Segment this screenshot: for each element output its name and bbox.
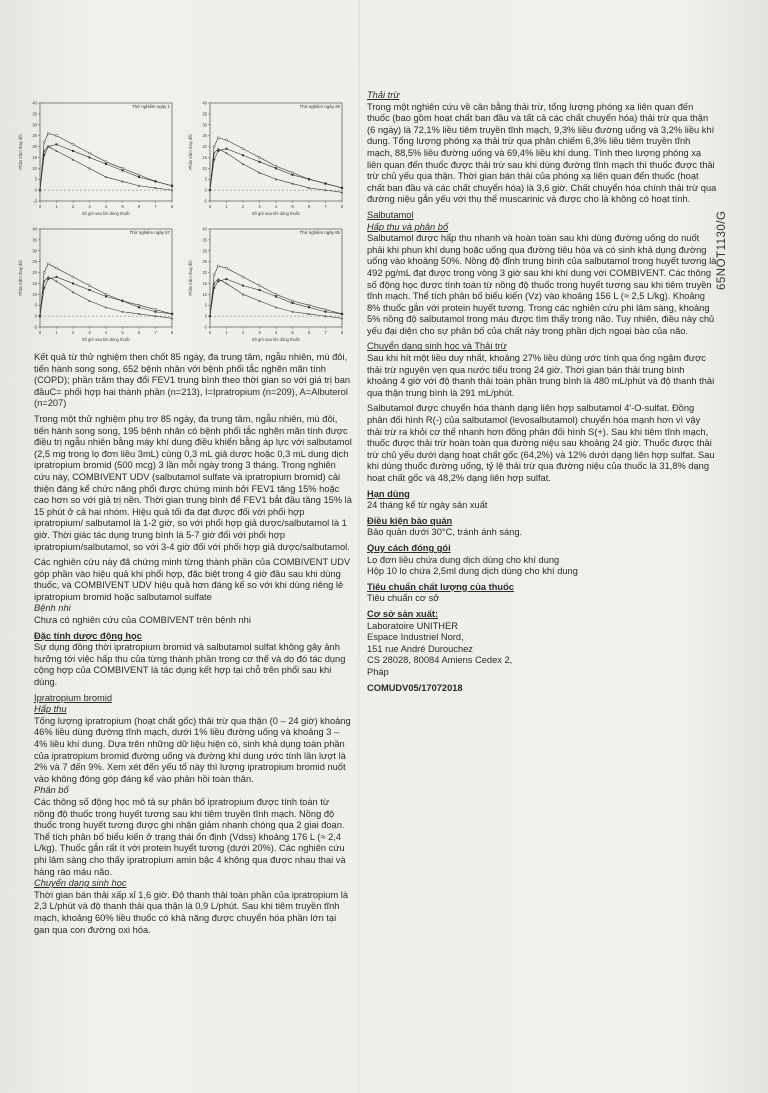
data-point xyxy=(308,306,310,308)
y-tick-label: 20 xyxy=(32,270,37,276)
x-tick-label: 1 xyxy=(225,330,228,335)
data-point xyxy=(138,304,140,306)
data-point xyxy=(242,163,244,165)
y-axis-label: Phần trăm thay đổi xyxy=(18,260,23,296)
data-point xyxy=(72,282,74,284)
data-point xyxy=(72,291,74,293)
side-document-code: 65NOT1130/G xyxy=(716,210,728,290)
data-point xyxy=(43,141,45,143)
x-tick-label: 7 xyxy=(324,330,327,335)
data-point xyxy=(121,167,123,169)
quality-standard-value: Tiêu chuẩn cơ sở xyxy=(367,593,440,604)
data-point xyxy=(226,278,228,280)
y-tick-label: -5 xyxy=(203,198,207,204)
heading-quality-standard: Tiêu chuẩn chất lượng của thuốc xyxy=(367,581,514,592)
y-axis-label: Phần trăm thay đổi xyxy=(188,134,193,170)
data-point xyxy=(55,135,57,137)
storage-value: Bảo quản dưới 30°C, tránh ánh sáng. xyxy=(367,527,523,538)
y-tick-label: 15 xyxy=(202,154,207,160)
y-tick-label: 15 xyxy=(202,280,207,286)
x-tick-label: 4 xyxy=(104,330,108,335)
x-tick-label: 3 xyxy=(88,330,91,335)
x-tick-label: 1 xyxy=(55,330,58,335)
fev1-charts xyxy=(8,97,352,347)
salbu-elimination-text: Sau khi hít một liều duy nhất, khoảng 27% liều dùng ước tính qua ống ngậm được thải trừ nguyên vẹn qua nước tiểu trong 24 giờ. Thời gian bán thải trung bình khoảng 4 giờ với độ thanh thải toàn phần trung bình là 480 mL/phút và độ thanh thải qua thận trung bình là 291 mL/phút. xyxy=(367,353,715,398)
heading-manufacturer: Cơ sở sản xuất: xyxy=(367,608,439,619)
y-tick-label: 25 xyxy=(202,133,207,139)
heading-elimination: Thải trừ xyxy=(367,90,400,100)
data-point xyxy=(275,293,277,295)
x-tick-label: 1 xyxy=(225,204,228,209)
data-point xyxy=(171,313,173,315)
heading-storage: Điều kiện bảo quản xyxy=(367,515,453,526)
y-tick-label: -5 xyxy=(33,324,37,330)
data-point xyxy=(105,293,107,295)
packaging-value-2: Hộp 10 lọ chứa 2,5ml dung dịch dùng cho khí dung xyxy=(367,566,578,577)
data-point xyxy=(155,311,157,313)
heading-ipratropium: Ipratropium bromid xyxy=(34,692,113,703)
x-axis-label: Số giờ sau khi dùng thuốc xyxy=(251,211,301,216)
chart-day-29 xyxy=(182,97,348,221)
y-tick-label: 30 xyxy=(32,122,37,128)
packaging-value-1: Lọ đơn liều chứa dung dịch dùng cho khí dung xyxy=(367,554,560,565)
data-point xyxy=(308,178,310,180)
heading-biotransformation: Chuyển dạng sinh học xyxy=(34,878,127,889)
ipra-absorption-text: Tổng lượng ipratropium (hoạt chất gốc) thải trừ qua thận (0 – 24 giờ) khoảng 46% liều dùng đường tĩnh mạch, dưới 1% liều đường uống và khoảng 3 – 4% liều khí dung. Dựa trên những dữ liệu hiện có, sinh khả dụng toàn phần của ipratropium bromid đường uống và đường khí dung ước tính lần lượt là 2% và 7 đến 9%. Xem xét đến yếu tố này thì lượng ipratropium bromid nuốt vào không đóng góp đáng kể vào phản hồi toàn thân. xyxy=(34,715,351,784)
salbu-metabolism-text: Salbutamol được chuyển hóa thành dạng liên hợp salbutamol 4'-O-sulfat. Đồng phân đối hình R(-) của salbutamol (levosalbutamol) chuyển hóa mạnh hơn vì vậy thải trừ ra khỏi cơ thể nhanh hơn đồng phân đối hình S(+). Sau khi tiêm tĩnh mạch, thuốc được thải trừ hoàn toàn qua đường niệu sau khoảng 24 giờ. Thuốc được thải trừ chủ yếu dưới dạng hoạt chất gốc (64,2%) và 12% dưới dạng liên hợp sulfat. Sau khi dùng thuốc đường uống, tỷ lệ thải trừ qua đường niệu của thuốc là 31,8% dạng hoạt chất gốc và 48,2% dạng liên hợp sulfat. xyxy=(367,403,715,483)
manufacturer-line-4: CS 28028, 80084 Amiens Cedex 2, xyxy=(367,655,513,666)
x-tick-label: 7 xyxy=(154,204,157,209)
data-point xyxy=(155,180,157,182)
data-point xyxy=(258,285,260,287)
data-point xyxy=(217,150,219,152)
data-point xyxy=(47,276,49,278)
heading-salbutamol: Salbutamol xyxy=(367,209,414,220)
manufacturer-line-2: Espace Industriel Nord, xyxy=(367,632,464,643)
x-tick-label: 6 xyxy=(137,204,141,209)
x-tick-label: 6 xyxy=(307,204,311,209)
y-tick-label: -5 xyxy=(203,324,207,330)
data-point xyxy=(122,300,124,302)
x-tick-label: 4 xyxy=(104,204,108,209)
x-tick-label: 5 xyxy=(291,204,294,209)
y-tick-label: 20 xyxy=(32,144,37,150)
data-point xyxy=(217,265,219,267)
x-tick-label: 2 xyxy=(71,204,75,209)
y-axis-label: Phần trăm thay đổi xyxy=(188,260,193,296)
data-point xyxy=(225,267,227,269)
data-point xyxy=(242,285,244,287)
x-tick-label: 4 xyxy=(274,330,278,335)
x-tick-label: 3 xyxy=(258,330,261,335)
data-point xyxy=(324,308,326,310)
data-point xyxy=(275,165,277,167)
x-tick-label: 0 xyxy=(38,330,42,335)
y-tick-label: 25 xyxy=(32,259,37,265)
data-point xyxy=(292,302,294,304)
data-point xyxy=(225,139,227,141)
x-tick-label: 7 xyxy=(154,330,157,335)
x-tick-label: 5 xyxy=(121,204,124,209)
chart-title: Thử nghiệm ngày 57 xyxy=(129,230,170,235)
data-point xyxy=(275,167,277,169)
manufacturer-line-1: Laboratoire UNITHER xyxy=(367,620,458,631)
chart-day-57 xyxy=(12,223,178,347)
x-tick-label: 8 xyxy=(340,204,344,209)
y-tick-label: -5 xyxy=(33,198,37,204)
shelf-life-value: 24 tháng kể từ ngày sản xuất xyxy=(367,500,488,511)
x-axis-label: Số giờ sau khi dùng thuốc xyxy=(251,337,301,342)
y-tick-label: 40 xyxy=(32,226,37,232)
y-tick-label: 35 xyxy=(202,237,207,243)
data-point xyxy=(138,306,140,308)
data-point xyxy=(242,293,244,295)
data-point xyxy=(72,276,74,278)
y-tick-label: 10 xyxy=(32,291,37,297)
study-result-text: Kết quả từ thử nghiệm then chốt 85 ngày, đa trung tâm, ngẫu nhiên, mù đôi, tiến hành song song, 652 bệnh nhân với bệnh phổi tắc nghẽn mãn tính (COPD); phần trăm thay đổi FEV1 trung bình theo thời gian so với giá trị ban đầuC= phối hợp hai thành phần (n=213), I=Ipratropium (n=209), A=Albuterol (n=207) xyxy=(34,352,351,409)
salbu-absorption-text: Salbutamol được hấp thu nhanh và hoàn toàn sau khi dùng đường uống do nuốt phải khi phun khí dung hoặc uống qua đường tiêu hóa và có sinh khả dụng đường uống vào khoảng 50%. Nồng độ đỉnh trung bình của salbutamol trong huyết tương là 492 pg/mL đạt được trong vòng 3 giờ sau khi khí dung với COMBIVENT. Các thông số động học được tính toán từ nồng độ thuốc trong huyết tương sau khi tiêm truyền tĩnh mạch. Thể tích phân bố biểu kiến (Vz) vào khoảng 156 L (≈ 2,5 L/kg). Khoảng 8% thuốc gắn với protein huyết tương. Trong các nghiên cứu phi lâm sàng, khoảng 5% nồng độ salbutamol trong máu được tìm thấy trong não. Tuy nhiên, điều này chủ yếu đại diện cho sự phân bố của chất này trong phần dịch ngoại bào của não. xyxy=(367,233,717,336)
x-tick-label: 5 xyxy=(291,330,294,335)
data-point xyxy=(259,161,261,163)
y-tick-label: 20 xyxy=(202,270,207,276)
data-point xyxy=(291,172,293,174)
data-point xyxy=(171,185,173,187)
aux-trial-text: Trong một thử nghiệm phụ trợ 85 ngày, đa trung tâm, ngẫu nhiên, mù đôi, tiến hành song song, 195 bệnh nhân có bệnh phổi tắc nghẽn mãn tính được điều trị ngẫu nhiên bằng máy khí dung điều khiển bằng áp lực với salbutamol (2,5 mg trong lọ đơn liều 3mL) cùng 0,3 mL giả dược hoặc 0,3 mL dung dịch ipratropium bromid (500 mcg) 3 lần mỗi ngày trong 3 tháng. Trong nghiên cứu này, COMBIVENT UDV (salbutamol sulfate và ipratropium bromid) cải thiện đáng kể chức năng phổi được chứng minh bởi FEV1 tăng 15% hoặc cao hơn so với giả trị nền. Thời gian trung bình để FEV1 bắt đầu tăng 15% là 15 phút ở cả hai nhóm. Hiệu quả tối đa đạt được đối với phối hợp ipratropium/ salbutamol là 1-2 giờ, so với phối hợp giả dược/salbutamol là 1 giờ. Thời giác tác dụng trung bình là 5-7 giờ đối với phối hợp ipratropium/salbutamol, so với 3-4 giờ đối với phối hợp giả dược/salbutamol. xyxy=(34,413,352,552)
manufacturer-line-5: Pháp xyxy=(367,666,389,677)
heading-benh-nhi: Bệnh nhi xyxy=(34,603,71,614)
y-tick-label: 15 xyxy=(32,154,37,160)
data-point xyxy=(105,163,107,165)
x-tick-label: 6 xyxy=(137,330,141,335)
chart-title: Thử nghiệm ngày 29 xyxy=(299,104,340,109)
data-point xyxy=(242,148,244,150)
series-line xyxy=(210,138,342,190)
y-tick-label: 30 xyxy=(202,122,207,128)
page-fold xyxy=(358,0,360,1093)
data-point xyxy=(89,156,91,158)
x-tick-label: 8 xyxy=(340,330,344,335)
data-point xyxy=(213,274,215,276)
data-point xyxy=(56,143,58,145)
series-line xyxy=(210,149,342,193)
x-axis-label: Số giờ sau khi dùng thuốc xyxy=(81,337,131,342)
manufacturer-line-3: 151 rue André Durouchez xyxy=(367,643,473,654)
data-point xyxy=(138,174,140,176)
data-point xyxy=(105,296,107,298)
series-line xyxy=(40,144,172,190)
y-tick-label: 25 xyxy=(202,259,207,265)
series-line xyxy=(210,266,342,316)
data-point xyxy=(217,278,219,280)
y-tick-label: 0 xyxy=(204,313,207,319)
data-point xyxy=(105,161,107,163)
data-point xyxy=(341,187,343,189)
y-tick-label: 0 xyxy=(34,187,37,193)
document-code: COMUDV05/17072018 xyxy=(367,682,463,693)
x-tick-label: 2 xyxy=(241,204,245,209)
data-point xyxy=(122,170,124,172)
data-point xyxy=(217,280,219,282)
y-tick-label: 40 xyxy=(202,226,207,232)
heading-shelf-life: Hạn dùng xyxy=(367,488,410,499)
x-tick-label: 6 xyxy=(307,330,311,335)
data-point xyxy=(88,152,90,154)
x-tick-label: 5 xyxy=(121,330,124,335)
data-point xyxy=(89,289,91,291)
y-tick-label: 0 xyxy=(34,313,37,319)
data-point xyxy=(47,263,49,265)
series-line xyxy=(210,279,342,316)
data-point xyxy=(47,132,49,134)
y-tick-label: 0 xyxy=(204,187,207,193)
x-tick-label: 3 xyxy=(88,204,91,209)
y-tick-label: 30 xyxy=(202,248,207,254)
data-point xyxy=(217,147,219,149)
series-line xyxy=(210,279,342,318)
chart-title: Thử nghiệm ngày 85 xyxy=(299,230,340,235)
pk-text: Sự dụng đồng thời ipratropium bromid và salbutamol sulfat không gây ảnh hưởng tới việc hấp thu của từng thành phần trong cơ thể và do đó tác dụng cộng hợp của COMBIVENT là tác dụng kết hợp tại chỗ trên phổi sau khi dùng. xyxy=(34,642,346,688)
x-tick-label: 8 xyxy=(170,204,174,209)
heading-absorption: Hấp thu xyxy=(34,704,67,715)
heading-pharmacokinetics: Đặc tính dược động học xyxy=(34,630,142,641)
y-tick-label: 10 xyxy=(32,165,37,171)
y-tick-label: 5 xyxy=(34,176,37,182)
y-tick-label: 40 xyxy=(32,100,37,106)
pediatric-text: Chưa có nghiên cứu của COMBIVENT trên bệnh nhi xyxy=(34,615,251,626)
y-tick-label: 10 xyxy=(202,291,207,297)
data-point xyxy=(217,137,219,139)
x-axis-label: Số giờ sau khi dùng thuốc xyxy=(81,211,131,216)
data-point xyxy=(308,304,310,306)
data-point xyxy=(213,145,215,147)
y-tick-label: 5 xyxy=(204,302,207,308)
y-tick-label: 35 xyxy=(202,111,207,117)
x-tick-label: 0 xyxy=(38,204,42,209)
data-point xyxy=(275,296,277,298)
data-point xyxy=(47,278,49,280)
data-point xyxy=(43,271,45,273)
heading-salbu-bio-elim: Chuyển dạng sinh học và Thải trừ xyxy=(367,341,507,352)
chart-day-85 xyxy=(182,223,348,347)
chart-day-1 xyxy=(12,97,178,221)
ipra-biotransformation-text: Thời gian bán thải xấp xỉ 1,6 giờ. Độ thanh thải toàn phần của ipratropium là 2,3 L/phút và độ thanh thải qua thận là 0,9 L/phút. Sau khi tiêm truyền tĩnh mạch, khoảng 60% liều thuốc có khả năng được chuyển hóa phần lớn tại gan qua con đường oxi hóa. xyxy=(34,889,349,935)
right-column xyxy=(367,90,717,694)
data-point xyxy=(341,313,343,315)
data-point xyxy=(154,308,156,310)
series-line xyxy=(40,147,172,191)
data-point xyxy=(226,148,228,150)
data-point xyxy=(138,176,140,178)
y-tick-label: 35 xyxy=(32,111,37,117)
heading-salbu-absorption: Hấp thu và phân bố xyxy=(367,221,449,232)
data-point xyxy=(72,150,74,152)
x-tick-label: 1 xyxy=(55,204,58,209)
y-tick-label: 25 xyxy=(32,133,37,139)
ipra-distribution-text: Các thông số động học mô tả sự phân bố ipratropium được tính toán từ nồng độ thuốc trong huyết tương sau khi tiêm truyền tĩnh mạch. Nồng độ thuốc trong huyết tương được ghi nhận giảm nhanh chóng qua 2 giai đoạn. Thể tích phân bố biểu kiến ở trạng thái ổn định (Vdss) khoảng 176 L (≈ 2,4 L/kg). Thuốc gắn rất ít với protein huyết tương (dưới 20%). Các nghiên cứu phi lâm sàng cho thấy ipratropium amin bậc 4 không qua được nhau thai và hàng rào máu não. xyxy=(34,796,346,877)
x-tick-label: 0 xyxy=(208,204,212,209)
x-tick-label: 4 xyxy=(274,204,278,209)
series-line xyxy=(40,277,172,318)
data-point xyxy=(242,154,244,156)
data-point xyxy=(56,276,58,278)
x-tick-label: 7 xyxy=(324,204,327,209)
y-tick-label: 40 xyxy=(202,100,207,106)
data-point xyxy=(88,285,90,287)
y-axis-label: Phần trăm thay đổi xyxy=(18,134,23,170)
y-tick-label: 10 xyxy=(202,165,207,171)
y-tick-label: 30 xyxy=(32,248,37,254)
data-point xyxy=(72,143,74,145)
data-point xyxy=(325,183,327,185)
data-point xyxy=(259,289,261,291)
ipra-elimination-text: Trong một nghiên cứu về cân bằng thải trừ, tổng lượng phóng xạ liên quan đến thuốc (bao gồm hoạt chất ban đầu và tất cả các chất chuyển hóa) thải trừ qua thận (6 ngày) là 72,1% liều tiêm truyền tĩnh mạch, 9,3% liều đường uống và 3,2% liều khí dung. Tổng lượng phóng xạ thải trừ qua phân chiếm 6,3% liều tiêm truyền tĩnh mạch, 88,5% liều đường uống và 69,4% liều khí dung. Tính theo lượng phóng xạ liên quan đến thuốc được thải trừ sau khi dùng đường tĩnh mạch thì thuốc được thải trừ chủ yếu qua thận. Thời gian bán thải của phóng xạ liên quan đến thuốc (hoạt chất ban đầu và các chất chuyển hóa) là 3,6 giờ. Chất chuyển hóa chính thải trừ qua đường niệu gắn yếu với thụ thể muscarinic và được cho là không có hoạt tính. xyxy=(367,101,717,205)
data-point xyxy=(242,276,244,278)
plot-frame xyxy=(210,103,342,201)
data-point xyxy=(291,300,293,302)
x-tick-label: 8 xyxy=(170,330,174,335)
y-tick-label: 20 xyxy=(202,144,207,150)
plot-frame xyxy=(210,229,342,327)
data-point xyxy=(55,267,57,269)
heading-distribution: Phân bố xyxy=(34,785,69,796)
component-study-text: Các nghiên cứu này đã chứng minh từng thành phần của COMBIVENT UDV góp phần vào hiệu quả khi phối hợp, đặc biệt trong 4 giờ đầu sau khi dùng thuốc, và COMBIVENT UDV hiệu quả hơn đáng kể so với khi dùng riêng lẻ ipratropium bromid hoặc salbutamol sulfate xyxy=(34,557,351,602)
y-tick-label: 5 xyxy=(204,176,207,182)
y-tick-label: 5 xyxy=(34,302,37,308)
y-tick-label: 35 xyxy=(32,237,37,243)
data-point xyxy=(292,174,294,176)
data-point xyxy=(325,311,327,313)
y-tick-label: 15 xyxy=(32,280,37,286)
plot-frame xyxy=(40,103,172,201)
x-tick-label: 0 xyxy=(208,330,212,335)
left-column xyxy=(34,352,352,940)
heading-packaging: Quy cách đóng gói xyxy=(367,542,451,553)
x-tick-label: 2 xyxy=(71,330,75,335)
x-tick-label: 3 xyxy=(258,204,261,209)
x-tick-label: 2 xyxy=(241,330,245,335)
chart-title: Thử nghiệm ngày 1 xyxy=(131,104,170,109)
data-point xyxy=(258,156,260,158)
